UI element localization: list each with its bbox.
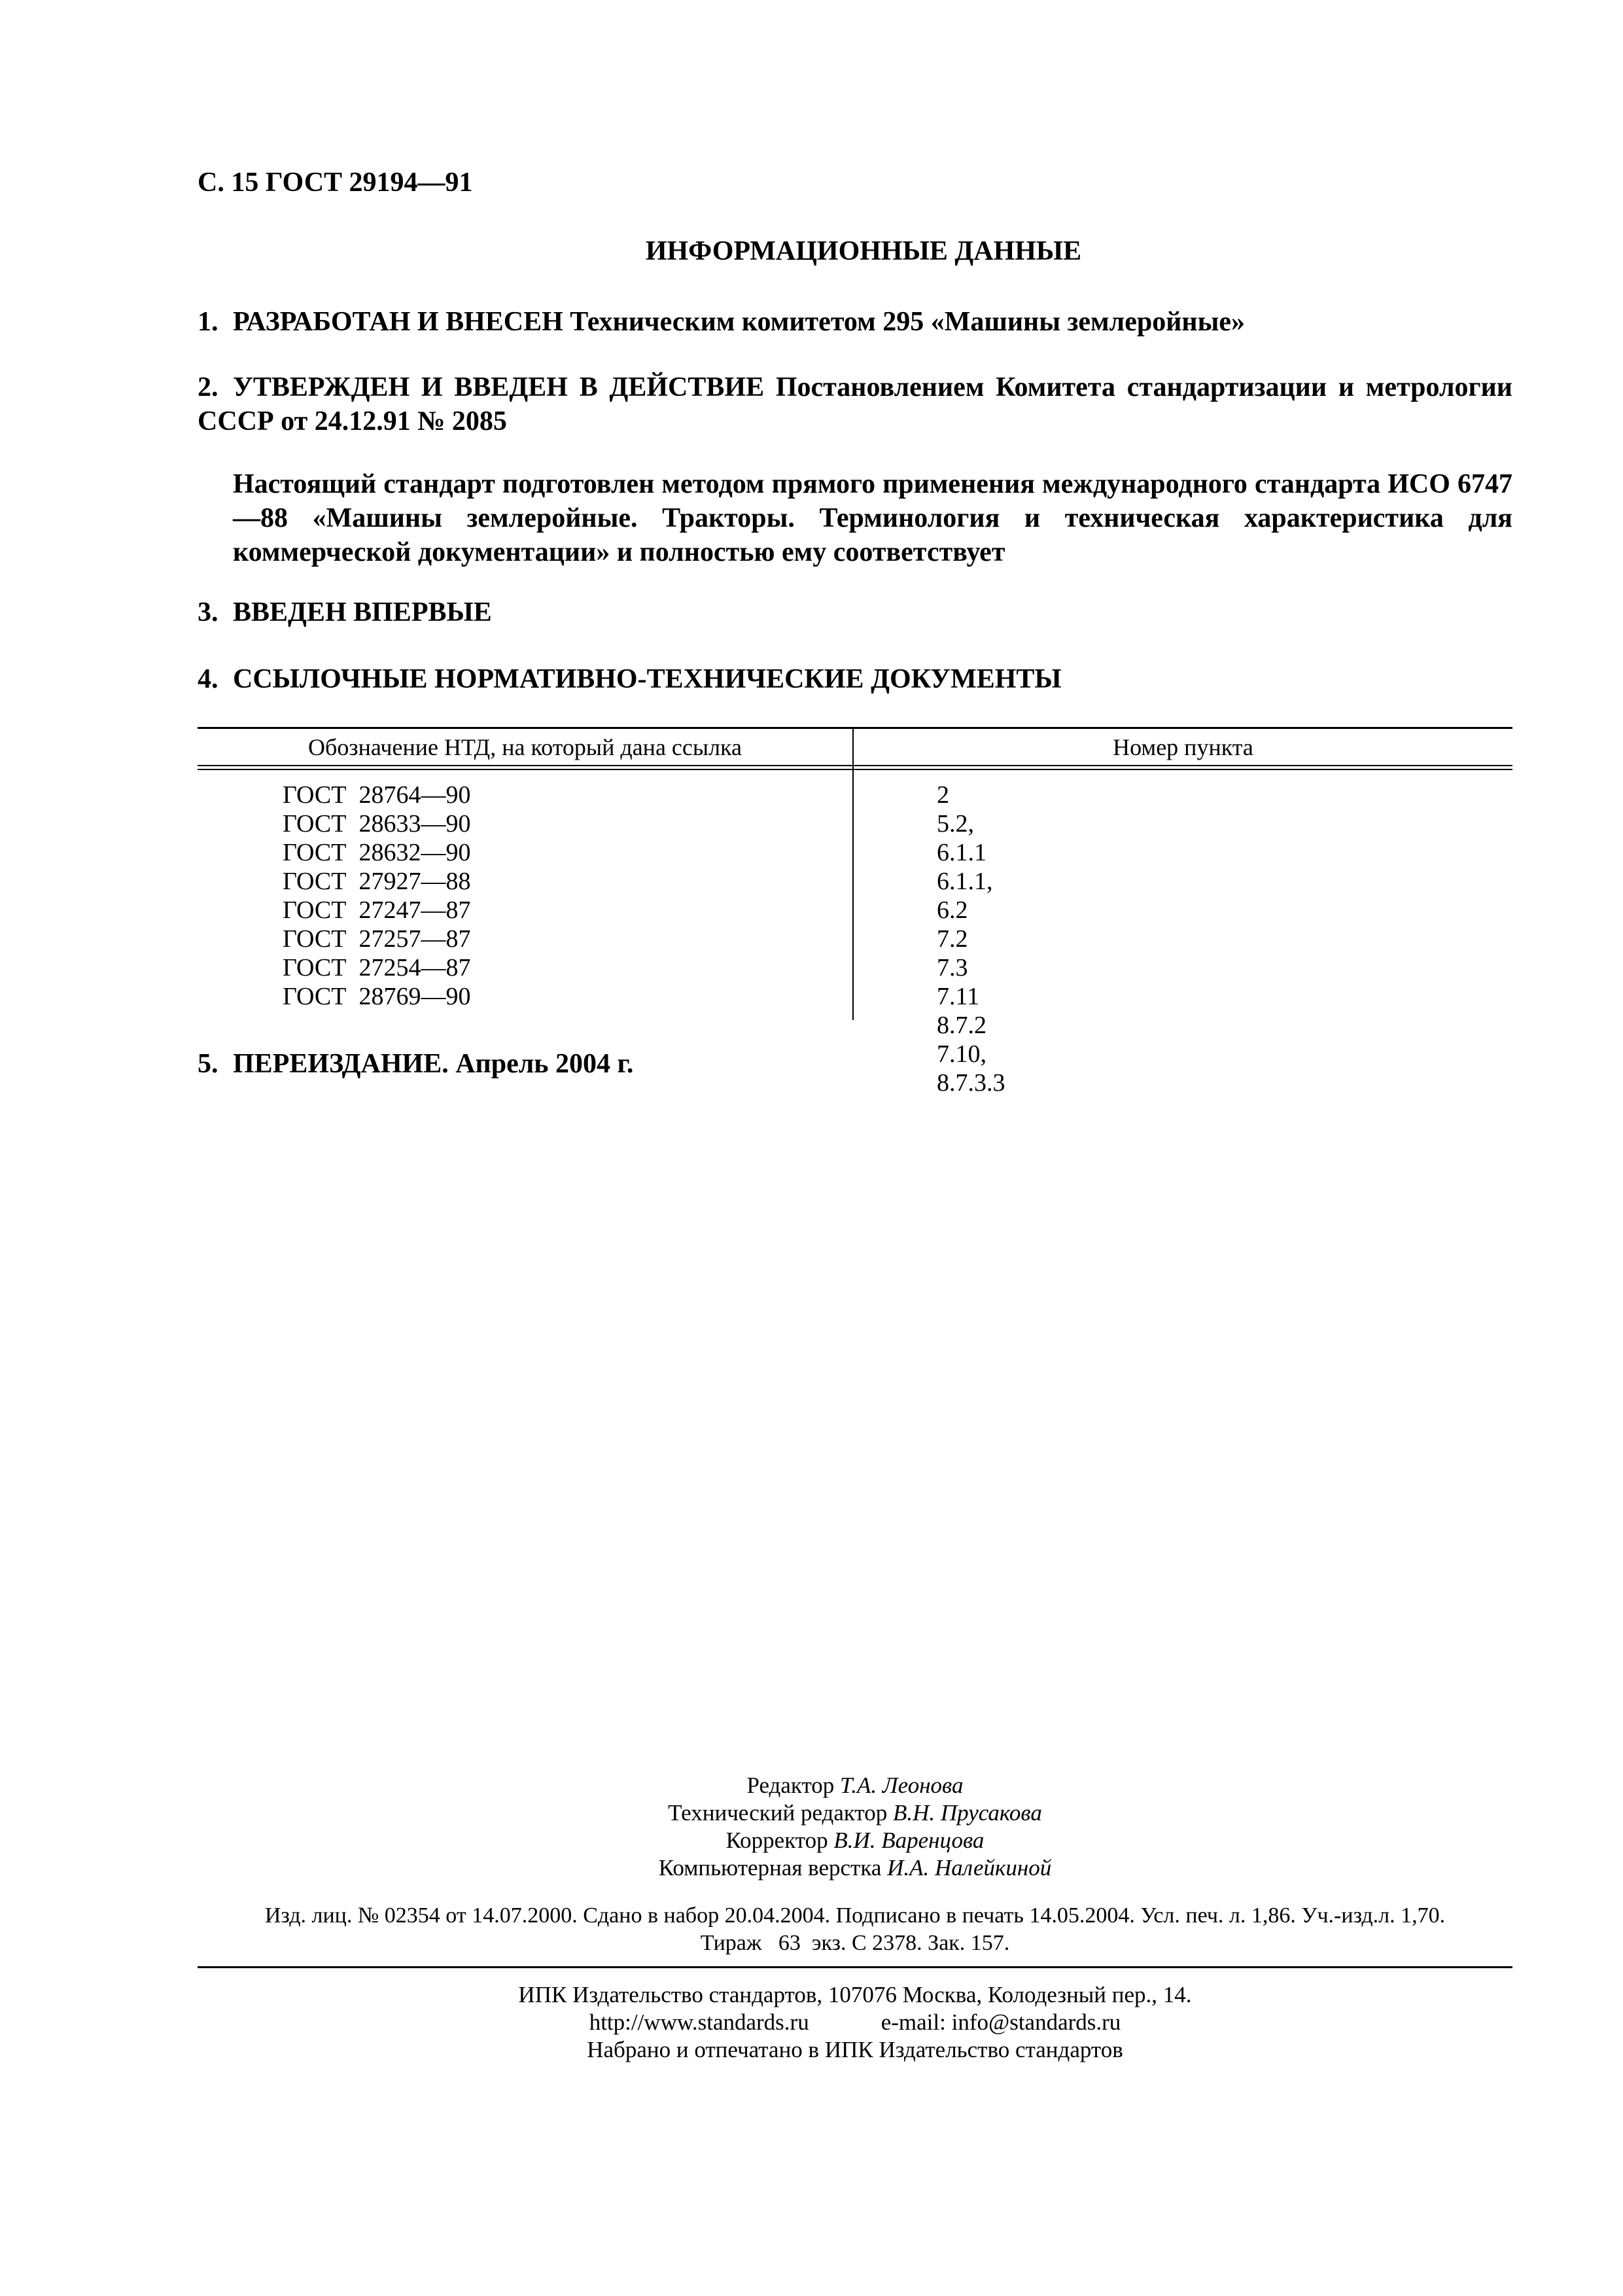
credit-layout — [198, 1854, 1512, 1882]
publication-line-1: Изд. лиц. № 02354 от 14.07.2000. Сдано в набор 20.04.2004. Подписано в печать 14.05.2004. Усл. печ. л. 1,86. Уч.-изд.л. 1,70. — [264, 1903, 1446, 1928]
table-cell-designation: ГОСТ 27254—87 — [283, 954, 471, 981]
info-item-2 — [198, 370, 1512, 438]
info-note-paragraph: Настоящий стандарт подготовлен методом прямого применения международного стандарта ИСО 6747—88 «Машины землеройные. Тракторы. Терминология и техническая характеристика для коммерческой документации» и полностью ему соответствует — [233, 469, 1512, 567]
credit-name: В.И. Варенцова — [833, 1828, 985, 1853]
publisher-block — [198, 1981, 1512, 2064]
section-title: ИНФОРМАЦИОННЫЕ ДАННЫЕ — [645, 236, 1082, 266]
table-cell-designation: ГОСТ 27257—87 — [283, 925, 471, 953]
table-cell-designation: ГОСТ 28769—90 — [283, 983, 471, 1010]
item-number: 1. — [198, 307, 218, 337]
credit-role: Редактор — [746, 1773, 835, 1798]
publication-line-2: Тираж 63 экз. С 2378. Зак. 157. — [700, 1931, 1010, 1955]
item-text: ПЕРЕИЗДАНИЕ. Апрель 2004 г. — [233, 1049, 634, 1079]
table-cell-designation: ГОСТ 27927—88 — [283, 868, 471, 895]
table-cell-clause: 5.2, 6.1.1 — [937, 810, 986, 866]
credit-name: В.Н. Прусакова — [893, 1800, 1042, 1826]
table-cell-designation: ГОСТ 28633—90 — [283, 810, 471, 838]
table-cell-designation: ГОСТ 27247—87 — [283, 896, 471, 924]
item-number: 4. — [198, 664, 218, 694]
publisher-email[interactable]: e-mail: info@standards.ru — [881, 2009, 1121, 2035]
publication-details — [190, 1902, 1520, 1957]
table-cell-clause: 7.2 — [937, 925, 968, 953]
page-header: С. 15 ГОСТ 29194—91 — [198, 168, 473, 198]
table-cell-clause: 8.7.2 — [937, 1012, 986, 1039]
item-number: 3. — [198, 597, 218, 627]
table-cell-clause: 7.10, 8.7.3.3 — [937, 1040, 1005, 1097]
publisher-website[interactable]: http://www.standards.ru — [589, 2009, 809, 2035]
table-row — [283, 781, 471, 1011]
info-item-1 — [198, 305, 1512, 339]
item-number: 5. — [198, 1049, 218, 1079]
table-header-clause: Номер пункта — [1113, 734, 1253, 760]
table-cell-clause: 6.1.1, 6.2 — [937, 868, 993, 924]
publisher-contacts — [198, 2009, 1512, 2036]
table-header-rule — [198, 765, 1512, 766]
table-cell-clause: 7.11 — [937, 983, 980, 1010]
item-text: УТВЕРЖДЕН И ВВЕДЕН В ДЕЙСТВИЕ Постановлением Комитета стандартизации и метрологии СССР от 24.12.91 № 2085 — [198, 372, 1512, 436]
table-cell-clause: 7.3 — [937, 954, 968, 981]
item-text: ССЫЛОЧНЫЕ НОРМАТИВНО-ТЕХНИЧЕСКИЕ ДОКУМЕНТЫ — [233, 664, 1062, 694]
publisher-address: ИПК Издательство стандартов, 107076 Москва, Колодезный пер., 14. — [518, 1982, 1192, 2007]
item-number: 2. — [198, 372, 218, 402]
credit-role: Корректор — [725, 1828, 828, 1853]
credit-editor — [198, 1772, 1512, 1799]
info-item-4 — [198, 662, 1512, 696]
info-item-5 — [198, 1047, 1512, 1081]
credit-proofreader — [198, 1827, 1512, 1854]
table-cell-designation: ГОСТ 28632—90 — [283, 839, 471, 866]
credit-name: Т.А. Леонова — [840, 1773, 964, 1798]
publisher-printed: Набрано и отпечатано в ИПК Издательство стандартов — [587, 2037, 1123, 2062]
table-header-rule — [198, 769, 1512, 770]
item-text: ВВЕДЕН ВПЕРВЫЕ — [233, 597, 492, 627]
credit-name: И.А. Налейкиной — [887, 1855, 1052, 1881]
credit-role: Компьютерная верстка — [658, 1855, 882, 1881]
table-cell-clause: 2 — [937, 781, 949, 809]
table-column-divider — [852, 728, 854, 1020]
credit-technical-editor — [198, 1799, 1512, 1827]
credit-role: Технический редактор — [668, 1800, 888, 1826]
credits-block — [198, 1772, 1512, 1882]
table-cell-designation: ГОСТ 28764—90 — [283, 781, 471, 809]
info-item-3 — [198, 595, 1512, 629]
table-top-rule — [198, 727, 1512, 729]
item-text: РАЗРАБОТАН И ВНЕСЕН Техническим комитетом 295 «Машины землеройные» — [233, 307, 1246, 337]
imprint-divider — [198, 1966, 1512, 1968]
table-header-designation: Обозначение НТД, на который дана ссылка — [308, 734, 742, 760]
